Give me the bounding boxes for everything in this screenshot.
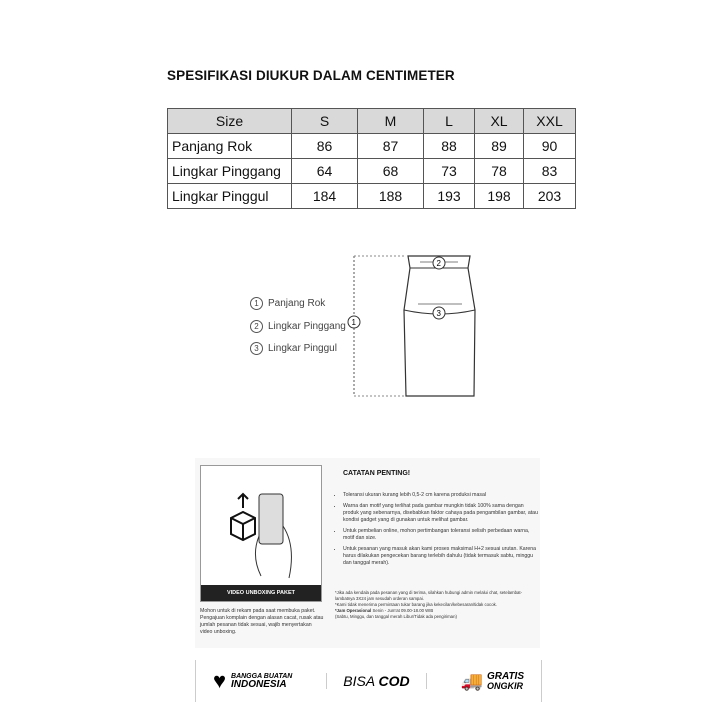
cell: 86 xyxy=(292,134,358,159)
legend-item xyxy=(250,320,346,333)
header-cell: XL xyxy=(475,109,524,134)
badge-text: INDONESIA xyxy=(231,678,287,690)
cell: 83 xyxy=(524,159,576,184)
cell: 89 xyxy=(475,134,524,159)
cell: 64 xyxy=(292,159,358,184)
cell: 87 xyxy=(358,134,424,159)
svg-text:1: 1 xyxy=(351,318,356,327)
footnotes xyxy=(335,590,530,620)
footnote: *Jika ada kendala pada pesanan yang di terima, silahkan hubungi admin melalui chat, setelambat-lambatnya 3X24 jam sesudah orderan sampai. xyxy=(335,590,523,602)
header-cell: M xyxy=(358,109,424,134)
number-icon: 2 xyxy=(250,320,263,333)
cell: Lingkar Pinggul xyxy=(168,184,292,209)
table-row xyxy=(168,134,576,159)
cell: 198 xyxy=(475,184,524,209)
header-cell: Size xyxy=(168,109,292,134)
video-unboxing-label: VIDEO UNBOXING PAKET xyxy=(201,585,321,601)
cell: 88 xyxy=(424,134,475,159)
table-header-row xyxy=(168,109,576,134)
cell: 90 xyxy=(524,134,576,159)
badge-text: BANGGA BUATAN xyxy=(231,672,293,680)
header-cell: L xyxy=(424,109,475,134)
list-item: • Warna dan motif yang terlihat pada gambar mungkin tidak 100% sama dengan produk yang sebenarnya, disebabkan faktor cahaya pada pengambilan gambar, atau kondisi gadget yang di gunakan untuk melihat gambar. xyxy=(343,503,538,524)
size-table xyxy=(167,108,576,209)
cell: 184 xyxy=(292,184,358,209)
legend-label: Lingkar Pinggang xyxy=(268,321,346,332)
table-row xyxy=(168,184,576,209)
header-cell: S xyxy=(292,109,358,134)
unboxing-illustration xyxy=(200,465,322,602)
table-row xyxy=(168,159,576,184)
badge-text: COD xyxy=(378,673,410,689)
cell: 78 xyxy=(475,159,524,184)
bangga-indonesia-badge xyxy=(213,668,292,694)
number-icon: 1 xyxy=(250,297,263,310)
legend-item xyxy=(250,342,337,355)
legend-label: Panjang Rok xyxy=(268,298,326,309)
skirt-diagram xyxy=(340,250,480,400)
notes-heading: CATATAN PENTING! xyxy=(343,470,411,477)
gratis-ongkir-badge xyxy=(461,671,524,692)
cell: 188 xyxy=(358,184,424,209)
video-text: Mohon untuk di rekam pada saat membuka paket. Pengajuan komplain dengan alasan cacat, rusak atau jumlah pesanan tidak sesuai, wajib menyertakan video unboxing. xyxy=(200,608,324,636)
list-item: • Untuk pesanan yang masuk akan kami proses maksimal H+2 sesuai urutan. Karena harus dilakukan pengecekan barang terlebih dahulu (tidak termasuk sabtu, minggu dan tanggal merah). xyxy=(343,546,538,567)
footnote: *Kami tidak menerima permintaan tukar barang jika kekecilan/kebesaran/tidak cocok. xyxy=(335,602,497,608)
cell: Lingkar Pinggang xyxy=(168,159,292,184)
svg-text:3: 3 xyxy=(436,309,441,318)
legend-item xyxy=(250,297,325,310)
list-item: • Toleransi ukuran kurang lebih 0,5-2 cm karena produksi masal xyxy=(343,492,538,499)
header-cell: XXL xyxy=(524,109,576,134)
notes-panel xyxy=(195,458,540,648)
badge-text: BISA xyxy=(343,673,375,689)
hours-value: Senin - Jum'at 09.00-18.00 WIB xyxy=(372,608,434,614)
hours-label: *Jam Operasional xyxy=(335,608,372,614)
heart-icon: ♥ xyxy=(212,668,227,693)
notes-list xyxy=(333,492,538,571)
phone-box-icon xyxy=(201,466,321,584)
badges-bar xyxy=(195,660,542,702)
cell: 68 xyxy=(358,159,424,184)
badge-text: ONGKIR xyxy=(486,680,523,691)
cell: 193 xyxy=(424,184,475,209)
cell: Panjang Rok xyxy=(168,134,292,159)
number-icon: 3 xyxy=(250,342,263,355)
svg-text:2: 2 xyxy=(436,259,441,268)
hours-note: (Sabtu, Minggu, dan tanggal merah Libur/Tidak ada pengiriman) xyxy=(335,614,457,620)
badge-text: GRATIS xyxy=(486,670,525,682)
legend-label: Lingkar Pinggul xyxy=(268,343,337,354)
cell: 203 xyxy=(524,184,576,209)
spec-title: SPESIFIKASI DIUKUR DALAM CENTIMETER xyxy=(167,68,455,83)
list-item: • Untuk pembelian online, mohon pertimbangan toleransi selisih perbedaan warna, motif dan size. xyxy=(343,528,538,542)
truck-icon: 🚚 xyxy=(460,670,483,691)
cell: 73 xyxy=(424,159,475,184)
bisa-cod-badge xyxy=(326,673,426,689)
